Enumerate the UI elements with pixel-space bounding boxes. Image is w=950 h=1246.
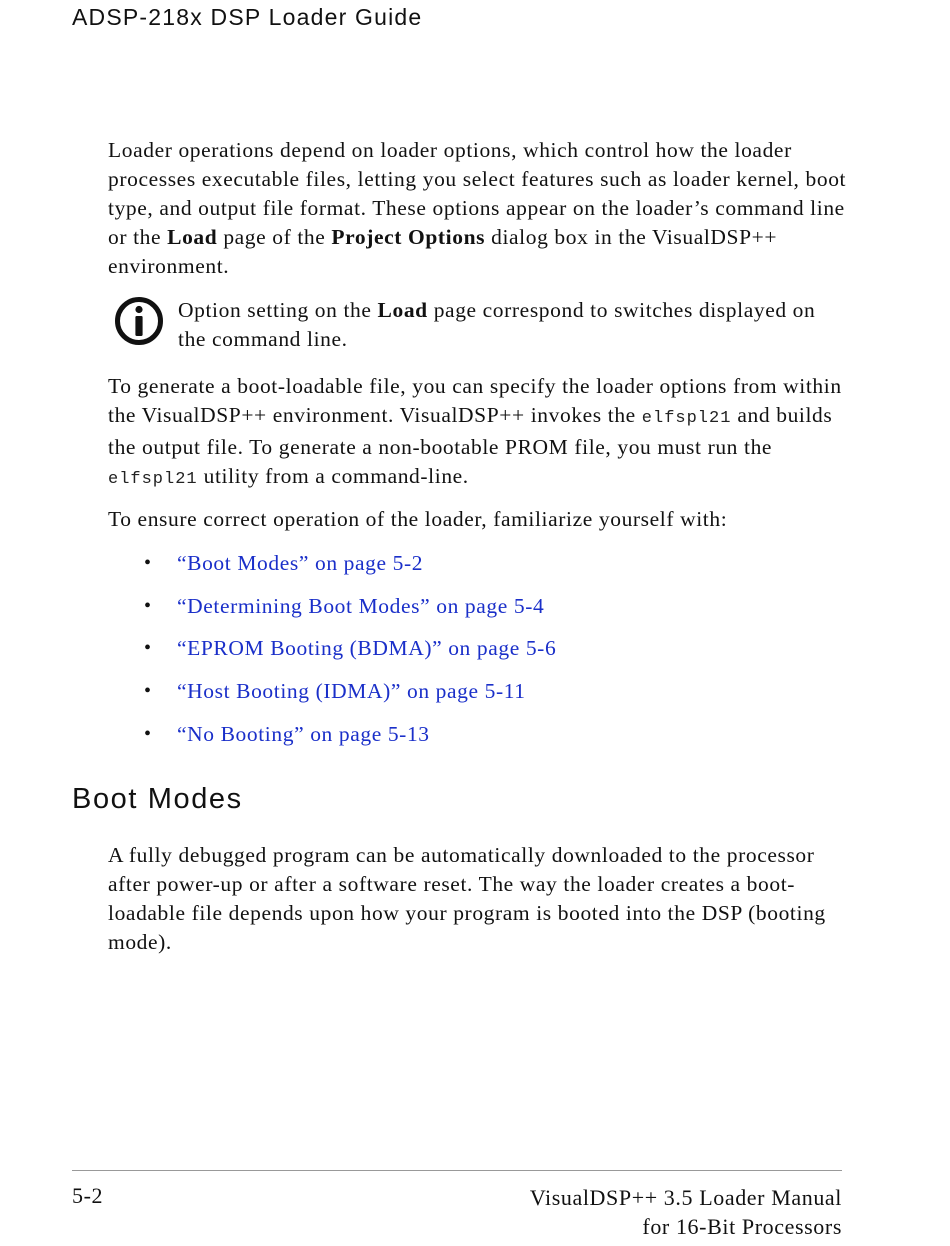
link-host-booting[interactable]: “Host Booting (IDMA)” on page 5-11: [177, 679, 526, 704]
load-page-term-note: Load: [377, 298, 428, 322]
info-icon: [114, 296, 164, 346]
topic-link-list: [140, 549, 556, 762]
link-no-booting[interactable]: “No Booting” on page 5-13: [177, 721, 430, 746]
list-item: [140, 549, 556, 592]
link-determining-boot-modes[interactable]: “Determining Boot Modes” on page 5-4: [177, 593, 545, 618]
intro-paragraph: Loader operations depend on loader options, which control how the loader processes executable files, letting you select features such as loader kernel, boot type, and output file format. These options appear on the loader’s command line or the Load page of the Project Options dialog box in the VisualDSP++ environment.: [108, 138, 847, 278]
footer-manual-title: [530, 1183, 842, 1241]
bullet-icon: •: [144, 552, 152, 574]
project-options-term: Project Options: [331, 225, 486, 249]
footer-manual-line2: for 16-Bit Processors: [642, 1214, 842, 1239]
code-elfspl21: elfspl21: [641, 409, 732, 428]
section-heading-boot-modes: Boot Modes: [72, 783, 243, 815]
running-header-title: ADSP-218x DSP Loader Guide: [72, 4, 423, 30]
link-eprom-booting[interactable]: “EPROM Booting (BDMA)” on page 5-6: [177, 636, 557, 661]
generate-paragraph: To generate a boot-loadable file, you can specify the loader options from within the VisualDSP++ environment. VisualDSP++ invokes the elfspl21 and builds the output file. To generate a non-bootable PROM file, you must run the elfspl21 utility from a command-line.: [108, 374, 842, 489]
list-item: [140, 634, 556, 677]
list-item: [140, 592, 556, 635]
bullet-icon: •: [144, 594, 152, 617]
list-item: [140, 720, 556, 763]
boot-modes-paragraph: A fully debugged program can be automatically downloaded to the processor after power-up or after a software reset. The way the loader creates a boot-loadable file depends upon how your program is booted into the DSP (booting mode).: [108, 843, 826, 954]
load-page-term: Load: [167, 225, 218, 249]
familiarize-paragraph: To ensure correct operation of the loader, familiarize yourself with:: [108, 507, 728, 531]
footer-divider: [72, 1170, 842, 1171]
link-boot-modes[interactable]: “Boot Modes” on page 5-2: [177, 551, 424, 575]
footer-manual-line1: VisualDSP++ 3.5 Loader Manual: [529, 1185, 842, 1210]
bullet-icon: •: [144, 637, 152, 660]
footer-page-number: 5-2: [72, 1183, 104, 1208]
bullet-icon: •: [144, 680, 152, 703]
list-item: [140, 677, 556, 720]
bullet-icon: •: [144, 722, 152, 745]
note-text: Option setting on the Load page correspond to switches displayed on the command line.: [178, 298, 816, 351]
code-elfspl21-utility: elfspl21: [108, 470, 198, 489]
